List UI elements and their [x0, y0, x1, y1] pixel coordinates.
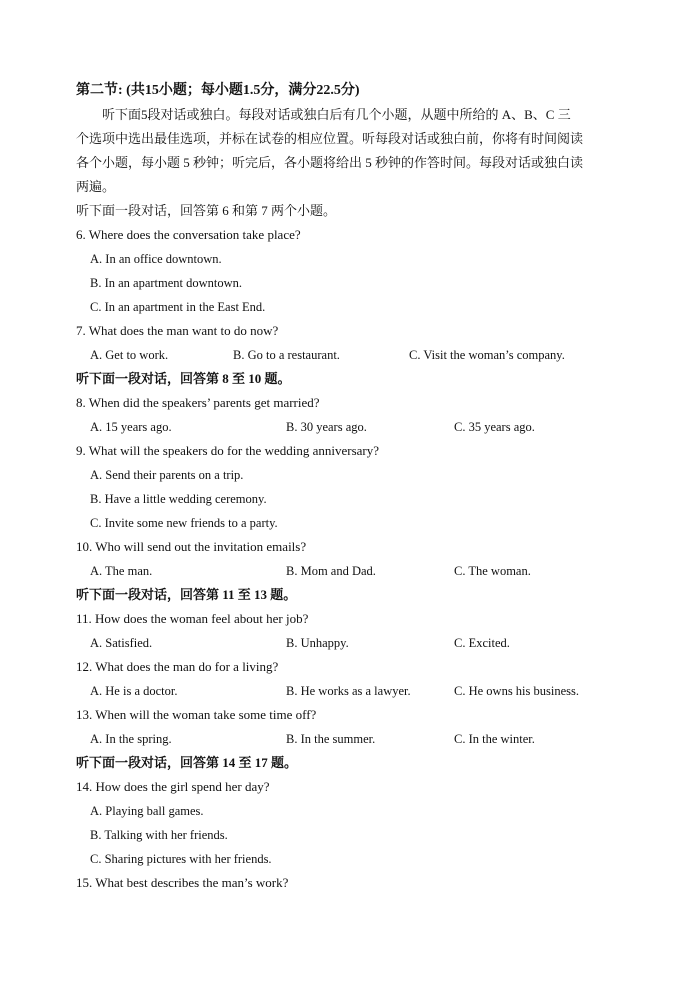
question-6-option-a[interactable]: A. In an office downtown.: [90, 252, 222, 266]
question-6-stem: 6. Where does the conversation take place?: [76, 227, 301, 242]
intro-line-2: 个选项中选出最佳选项，并标在试卷的相应位置。听每段对话或独白前，你将有时间阅读: [76, 131, 584, 146]
instruction-1: 听下面一段对话，回答第 6 和第 7 两个小题。: [76, 203, 337, 218]
question-7-option-b[interactable]: B. Go to a restaurant.: [233, 348, 340, 362]
question-14-stem: 14. How does the girl spend her day?: [76, 779, 270, 794]
question-10-option-b[interactable]: B. Mom and Dad.: [286, 564, 376, 578]
question-8-option-a[interactable]: A. 15 years ago.: [90, 420, 172, 434]
instruction-4: 听下面一段对话，回答第 14 至 17 题。: [76, 755, 298, 770]
question-11-stem: 11. How does the woman feel about her job?: [76, 611, 309, 626]
question-12-option-c[interactable]: C. He owns his business.: [454, 684, 580, 698]
intro-line-3: 各个小题，每小题 5 秒钟；听完后，各小题将给出 5 秒钟的作答时间。每段对话或独白读: [76, 155, 584, 170]
question-13-option-a[interactable]: A. In the spring.: [90, 732, 172, 746]
question-7-option-c[interactable]: C. Visit the woman’s company.: [409, 348, 565, 362]
question-12-stem: 12. What does the man do for a living?: [76, 659, 279, 674]
question-13-option-b[interactable]: B. In the summer.: [286, 732, 376, 746]
question-10-option-c[interactable]: C. The woman.: [454, 564, 531, 578]
question-8-option-c[interactable]: C. 35 years ago.: [454, 420, 535, 434]
instruction-2: 听下面一段对话，回答第 8 至 10 题。: [76, 371, 291, 386]
question-9-option-b[interactable]: B. Have a little wedding ceremony.: [90, 492, 267, 506]
question-14-option-a[interactable]: A. Playing ball games.: [90, 804, 204, 818]
question-13-stem: 13. When will the woman take some time off?: [76, 707, 317, 722]
question-6-option-b[interactable]: B. In an apartment downtown.: [90, 276, 243, 290]
question-13-option-c[interactable]: C. In the winter.: [454, 732, 535, 746]
question-12-option-b[interactable]: B. He works as a lawyer.: [286, 684, 411, 698]
question-11-option-c[interactable]: C. Excited.: [454, 636, 510, 650]
question-14-option-c[interactable]: C. Sharing pictures with her friends.: [90, 852, 272, 866]
question-9-option-c[interactable]: C. Invite some new friends to a party.: [90, 516, 278, 530]
question-7-stem: 7. What does the man want to do now?: [76, 323, 279, 338]
question-10-stem: 10. Who will send out the invitation emails?: [76, 539, 307, 554]
instruction-3: 听下面一段对话，回答第 11 至 13 题。: [76, 587, 297, 602]
question-10-option-a[interactable]: A. The man.: [90, 564, 153, 578]
question-12-option-a[interactable]: A. He is a doctor.: [90, 684, 178, 698]
question-15-stem: 15. What best describes the man’s work?: [76, 875, 289, 890]
question-9-option-a[interactable]: A. Send their parents on a trip.: [90, 468, 244, 482]
question-7-option-a[interactable]: A. Get to work.: [90, 348, 169, 362]
section-title: 第二节: (共15小题；每小题1.5分，满分22.5分): [76, 83, 360, 98]
question-11-option-a[interactable]: A. Satisfied.: [90, 636, 153, 650]
question-8-option-b[interactable]: B. 30 years ago.: [286, 420, 367, 434]
question-8-stem: 8. When did the speakers’ parents get married?: [76, 395, 320, 410]
question-6-option-c[interactable]: C. In an apartment in the East End.: [90, 300, 266, 314]
intro-line-4: 两遍。: [76, 179, 116, 194]
question-14-option-b[interactable]: B. Talking with her friends.: [90, 828, 228, 842]
question-11-option-b[interactable]: B. Unhappy.: [286, 636, 349, 650]
intro-line-1: 听下面5段对话或独白。每段对话或独白后有几个小题，从题中所给的 A、B、C 三: [102, 107, 571, 122]
question-9-stem: 9. What will the speakers do for the wedding anniversary?: [76, 443, 379, 458]
